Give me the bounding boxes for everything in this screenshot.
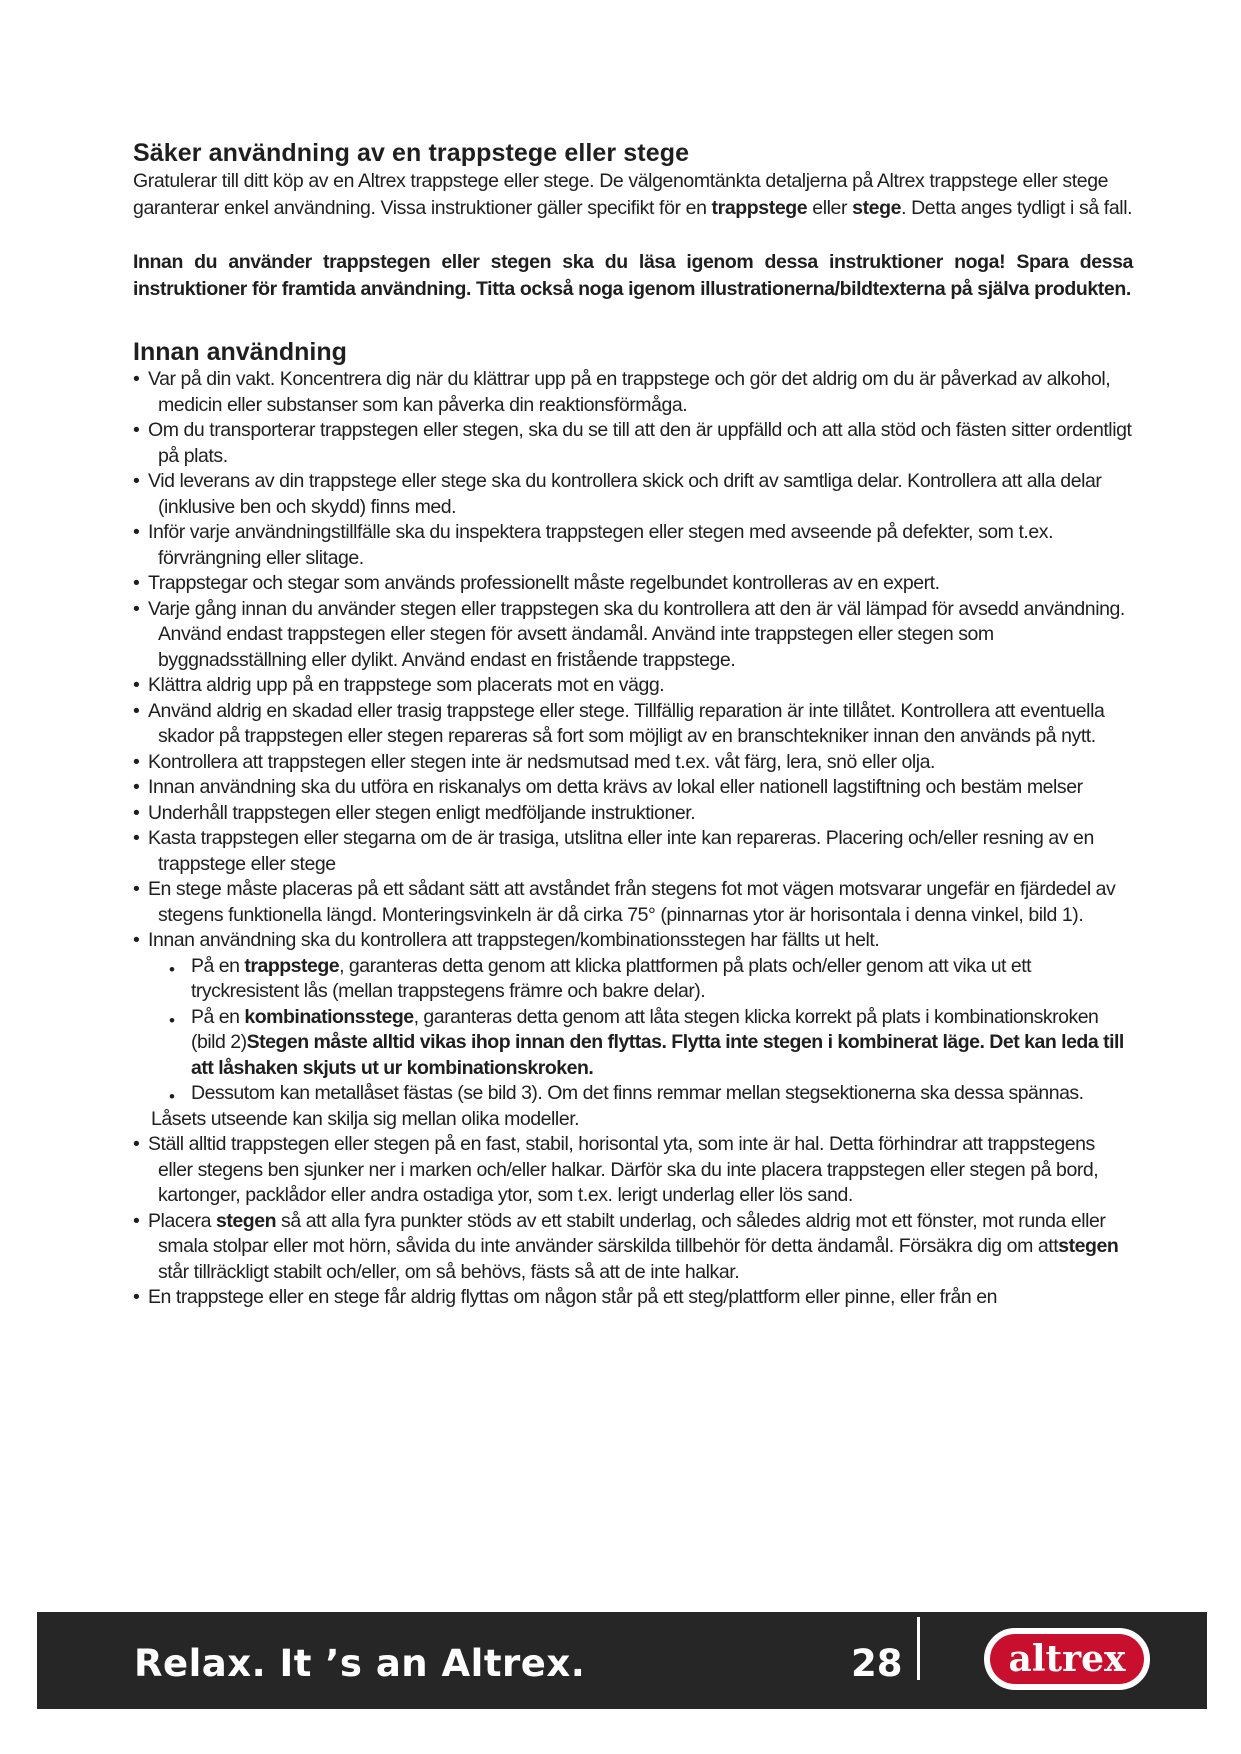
sub-list-item xyxy=(163,954,1133,1005)
sub-list-item xyxy=(163,1005,1133,1082)
item-text: står tillräckligt stabilt och/eller, om så behövs, fästs så att de inte halkar. xyxy=(158,1260,740,1283)
page-content xyxy=(133,138,1133,1311)
footer-slogan: Relax. It ’s an Altrex. xyxy=(134,1642,586,1685)
intro-bold-stege: stege xyxy=(852,197,902,219)
sub-text: , garanteras detta genom att låta stegen klicka korrekt på plats i kombinationskroken (bild 2) xyxy=(191,1005,1099,1053)
warning-paragraph: Innan du använder trappstegen eller stegen ska du läsa igenom dessa instruktioner noga! Spara dessa instruktioner för framtida användning. Titta också noga igenom illustrationerna/bildtexterna på själva produkten. xyxy=(133,251,1133,300)
list-item xyxy=(133,1209,1133,1286)
sub-text: På en xyxy=(191,1005,245,1028)
lock-note: Låsets utseende kan skilja sig mellan olika modeller. xyxy=(151,1107,580,1130)
list-item: • Underhåll trappstegen eller stegen enligt medföljande instruktioner. xyxy=(133,801,1133,827)
bullet-list xyxy=(133,367,1133,954)
list-item: • En trappstege eller en stege får aldrig flyttas om någon står på ett steg/plattform eller pinne, eller från en xyxy=(133,1285,1133,1311)
section-title: Innan användning xyxy=(133,338,347,366)
logo-text: altrex xyxy=(1008,1638,1126,1680)
page-number: 28 xyxy=(851,1642,903,1685)
intro-bold-trappstege: trappstege xyxy=(711,197,808,219)
list-item: • Använd aldrig en skadad eller trasig trappstege eller stege. Tillfällig reparation är inte tillåtet. Kontrollera att eventuella skador på trappstegen eller stegen repareras så fort som möjligt av en branschtekniker innan den används på nytt. xyxy=(133,699,1133,750)
page-title: Säker användning av en trappstege eller stege xyxy=(133,139,690,167)
sub-bold: trappstege xyxy=(244,954,340,977)
item-bold: stegen xyxy=(215,1209,277,1232)
sub-bullet-list xyxy=(133,954,1133,1107)
list-item: • Inför varje användningstillfälle ska du inspektera trappstegen eller stegen med avseende på defekter, som t.ex. förvrängning eller slitage. xyxy=(133,520,1133,571)
intro-text-3: . Detta anges tydligt i så fall. xyxy=(901,197,1133,219)
altrex-logo xyxy=(982,1626,1152,1692)
list-item: • Kasta trappstegen eller stegarna om de är trasiga, utslitna eller inte kan repareras. Placering och/eller resning av en trappstege eller stege xyxy=(133,826,1133,877)
intro-paragraph xyxy=(133,168,1133,222)
list-item: • Innan användning ska du utföra en riskanalys om detta krävs av lokal eller nationell lagstiftning och bestäm melser xyxy=(133,775,1133,801)
sub-bold-warning: Stegen måste alltid vikas ihop innan den flyttas. Flytta inte stegen i kombinerat läge. Det kan leda till att låshaken skjuts ut ur kombinationskroken. xyxy=(191,1031,1124,1079)
list-item: • Om du transporterar trappstegen eller stegen, ska du se till att den är uppfälld och att alla stöd och fästen sitter ordentligt på plats. xyxy=(133,418,1133,469)
list-item: • Kontrollera att trappstegen eller stegen inte är nedsmutsad med t.ex. våt färg, lera, snö eller olja. xyxy=(133,750,1133,776)
item-text: Placera xyxy=(148,1209,216,1232)
sub-text: På en xyxy=(191,954,245,977)
footer-bar xyxy=(37,1612,1207,1709)
list-item: • Trappstegar och stegar som används professionellt måste regelbundet kontrolleras av en expert. xyxy=(133,571,1133,597)
intro-text-2: eller xyxy=(807,197,853,219)
footer-divider xyxy=(917,1617,920,1680)
item-bold: stegen xyxy=(1058,1235,1119,1257)
list-item: • En stege måste placeras på ett sådant sätt att avståndet från stegens fot mot vägen motsvarar ungefär en fjärdedel av stegens funktionella längd. Monteringsvinkeln är då cirka 75° (pinnarnas ytor är horisontala i denna vinkel, bild 1). xyxy=(133,877,1133,928)
list-item: • Innan användning ska du kontrollera att trappstegen/kombinationsstegen har fällts ut helt. xyxy=(133,928,1133,954)
list-item: • Vid leverans av din trappstege eller stege ska du kontrollera skick och drift av samtliga delar. Kontrollera att alla delar (inklusive ben och skydd) finns med. xyxy=(133,469,1133,520)
list-item: • Var på din vakt. Koncentrera dig när du klättrar upp på en trappstege och gör det aldrig om du är påverkad av alkohol, medicin eller substanser som kan påverka din reaktionsförmåga. xyxy=(133,367,1133,418)
sub-list-item: • Dessutom kan metallåset fästas (se bild 3). Om det finns remmar mellan stegsektionerna ska dessa spännas. xyxy=(163,1081,1133,1107)
list-item: • Klättra aldrig upp på en trappstege som placerats mot en vägg. xyxy=(133,673,1133,699)
intro-text-1: Gratulerar till ditt köp av en Altrex trappstege eller stege. De välgenomtänkta detaljerna på Altrex trappstege eller stege garanterar enkel användning. Vissa instruktioner gäller specifikt för en xyxy=(133,170,1109,219)
list-item: • Ställ alltid trappstegen eller stegen på en fast, stabil, horisontal yta, som inte är hal. Detta förhindrar att trappstegens eller stegens ben sjunker ner i marken och/eller halkar. Därför ska du inte placera trappstegen eller stegen på bord, kartonger, packlådor eller andra ostadiga ytor, som t.ex. lerigt underlag eller lös sand. xyxy=(133,1132,1133,1209)
item-text: så att alla fyra punkter stöds av ett stabilt underlag, och således aldrig mot ett fönster, mot runda eller smala stolpar eller mot hörn, såvida du inte använder särskilda tillbehör för detta ändamål. Försäkra dig om att xyxy=(158,1209,1106,1257)
bullet-list-continued xyxy=(133,1132,1133,1311)
sub-bold: kombinationsstege xyxy=(244,1005,414,1028)
list-item: • Varje gång innan du använder stegen eller trappstegen ska du kontrollera att den är väl lämpad för avsedd användning. Använd endast trappstegen eller stegen för avsett ändamål. Använd inte trappstegen eller stegen som byggnadsställning eller dylikt. Använd endast en fristående trappstege. xyxy=(133,597,1133,674)
sub-text: , garanteras detta genom att klicka plattformen på plats och/eller genom att vika ut ett tryckresistent lås (mellan trappstegens främre och bakre delar). xyxy=(191,954,1032,1002)
